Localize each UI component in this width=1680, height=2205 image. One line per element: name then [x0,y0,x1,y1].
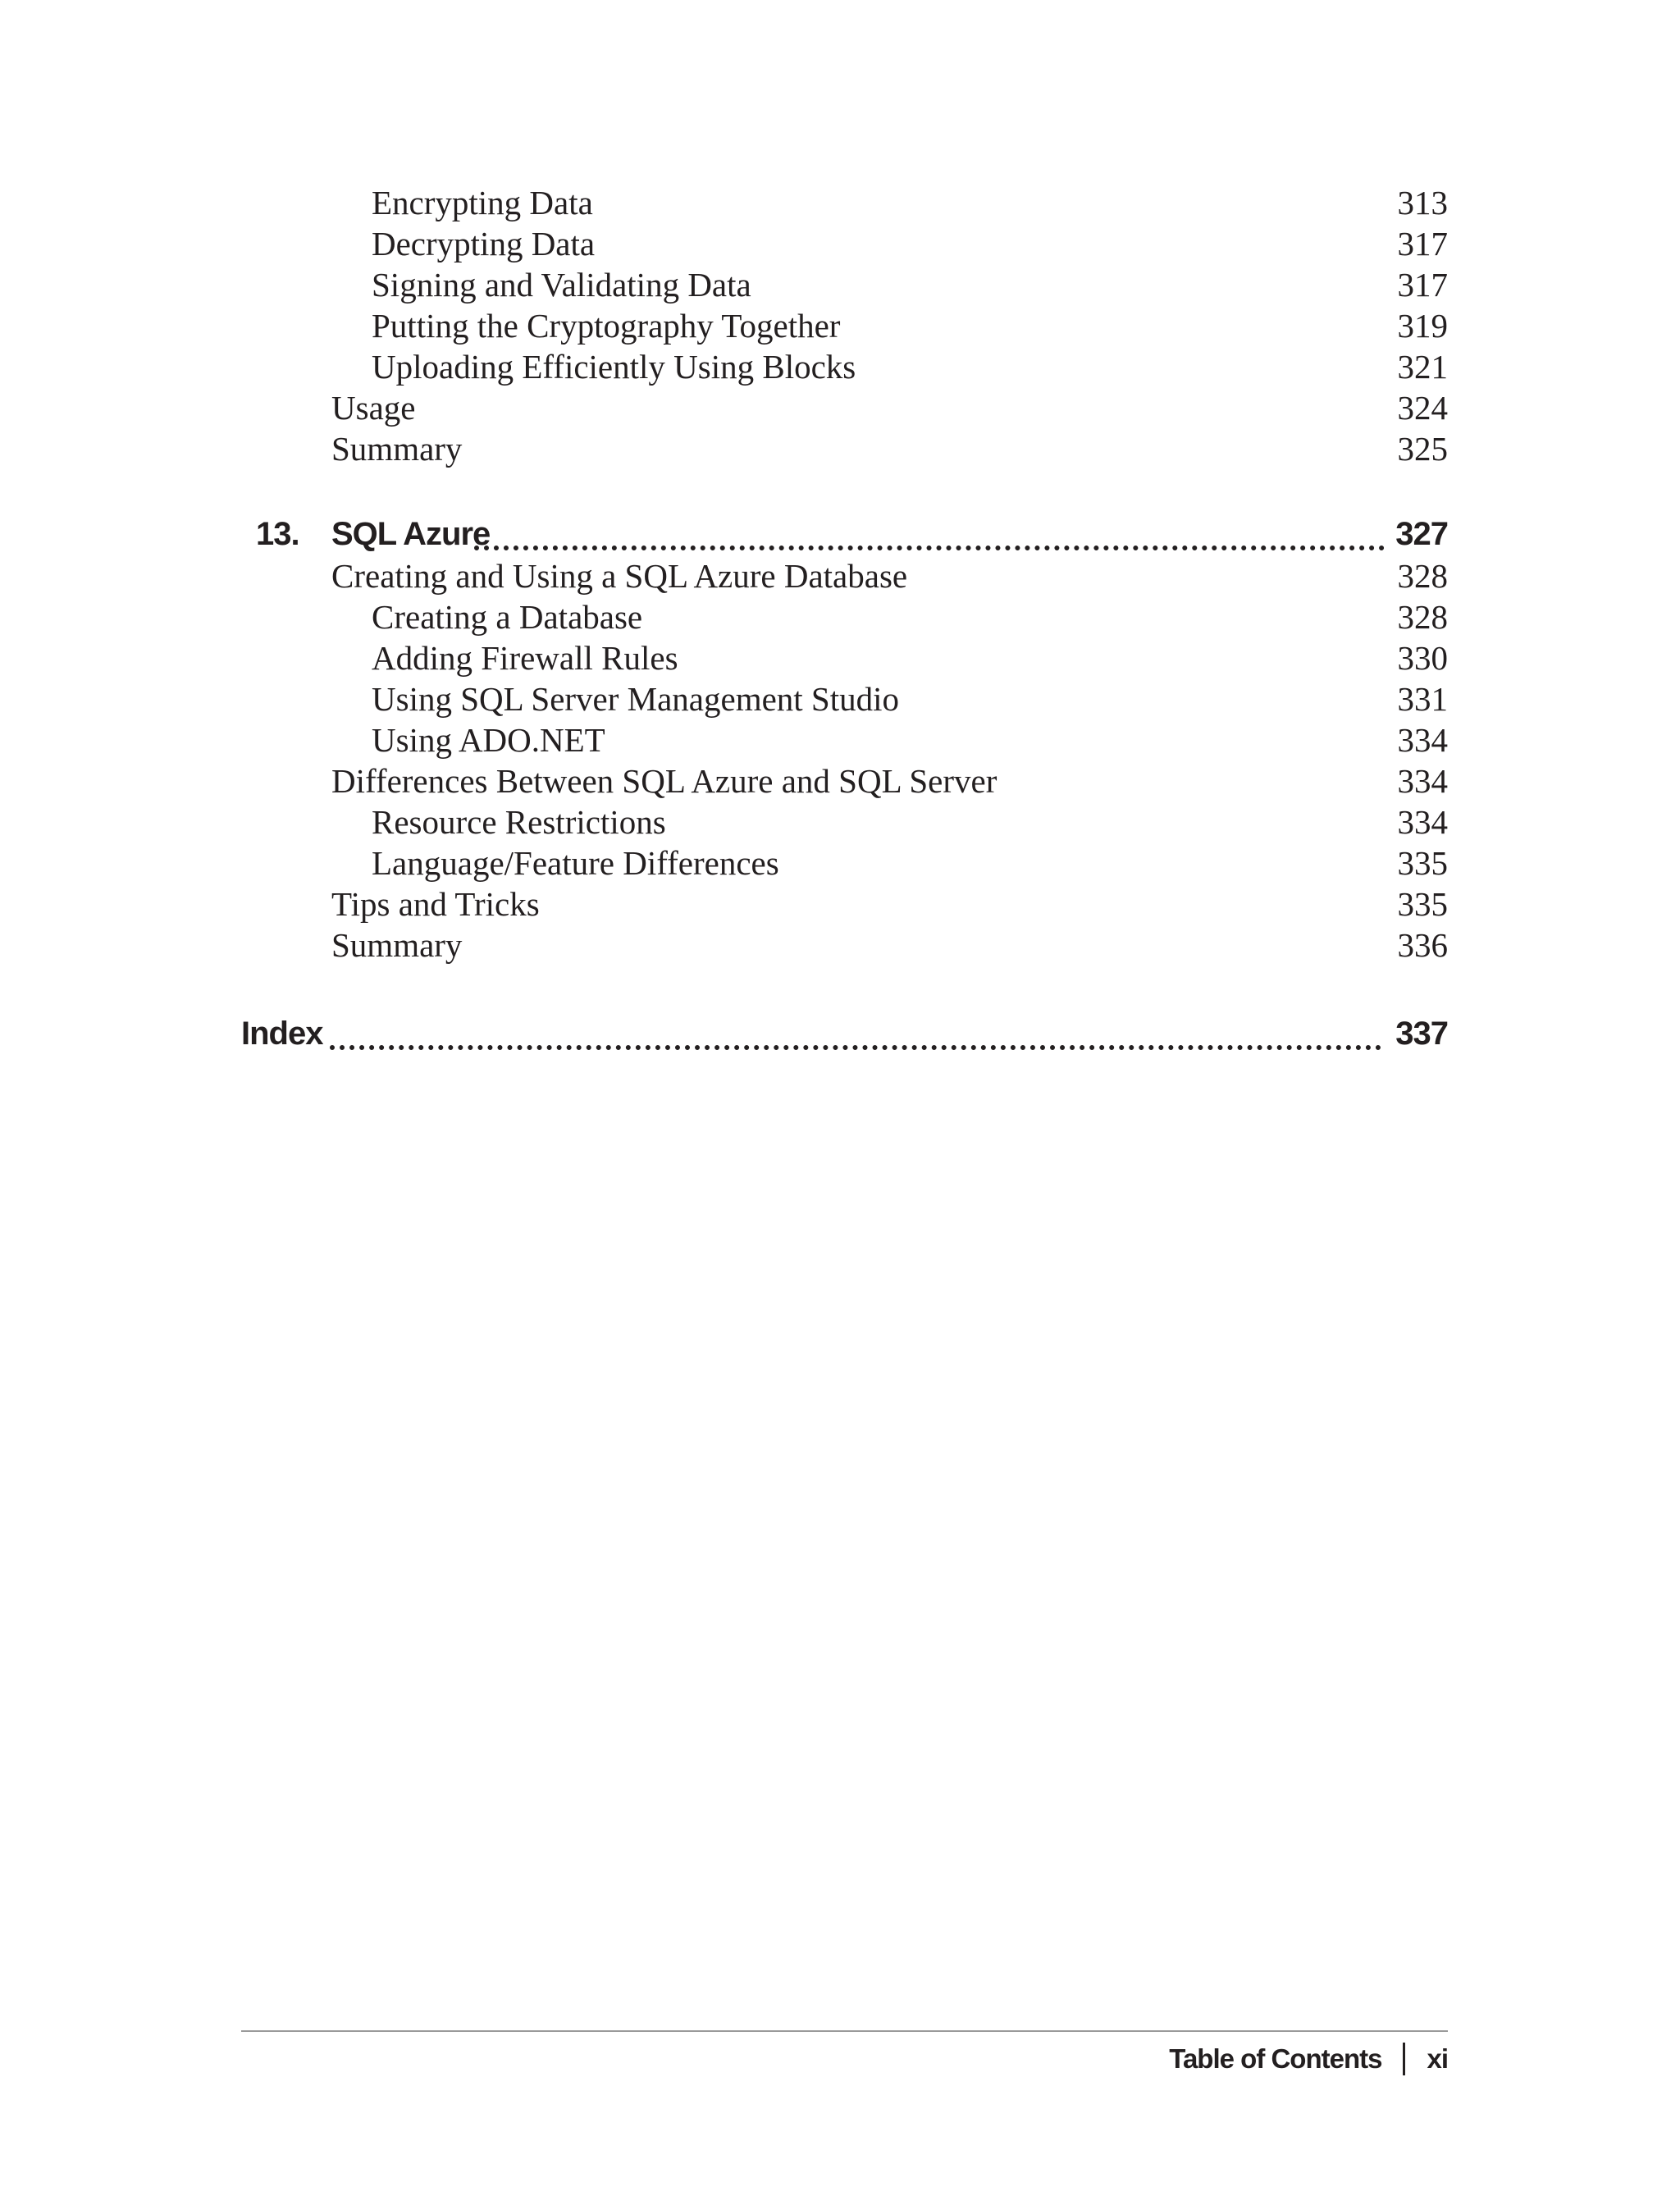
toc-entry-page: 334 [1397,762,1448,800]
toc-entry[interactable] [0,760,1680,801]
toc-entry-title: Uploading Efficiently Using Blocks [372,348,856,386]
toc-entry-title: Adding Firewall Rules [372,639,678,677]
toc-entry-page: 335 [1397,885,1448,923]
toc-entry-page: 334 [1397,803,1448,841]
toc-entry-title: Summary [331,430,463,468]
toc-entry-page: 321 [1397,348,1448,386]
toc-entry-page: 336 [1397,926,1448,964]
toc-entry-page: 328 [1397,598,1448,636]
toc-entry-title: Summary [331,926,463,964]
chapter-title: SQL Azure [331,516,491,552]
dot-leader [330,1039,1381,1050]
toc-entry-page: 328 [1397,557,1448,595]
toc-entry-page: 334 [1397,721,1448,759]
toc-entry-page: 319 [1397,307,1448,345]
toc-entry[interactable] [0,678,1680,719]
toc-entry[interactable] [0,637,1680,678]
toc-entry[interactable] [0,223,1680,264]
toc-entry[interactable] [0,428,1680,469]
toc-entry[interactable] [0,387,1680,428]
toc-entry[interactable] [0,719,1680,760]
footer-separator [1403,2043,1405,2075]
toc-entry[interactable] [0,842,1680,883]
toc-entry-title: Using SQL Server Management Studio [372,680,900,718]
dot-leader [474,539,1385,550]
toc-entry-page: 317 [1397,266,1448,304]
toc-entry-title: Using ADO.NET [372,721,605,759]
chapter-heading[interactable] [0,511,1680,557]
toc-entry[interactable] [0,305,1680,346]
toc-entry[interactable] [0,182,1680,223]
footer-rule [241,2030,1448,2032]
toc-entry[interactable] [0,801,1680,842]
toc-entry[interactable] [0,555,1680,596]
index-heading[interactable] [0,1011,1680,1057]
toc-entry-page: 331 [1397,680,1448,718]
toc-entry-page: 325 [1397,430,1448,468]
toc-entry-page: 313 [1397,184,1448,221]
index-title: Index [241,1016,323,1052]
toc-entry-title: Creating a Database [372,598,643,636]
toc-entry-title: Decrypting Data [372,225,596,262]
page-footer [1169,2041,1448,2077]
toc-entry[interactable] [0,596,1680,637]
toc-entry-page: 330 [1397,639,1448,677]
toc-entry-page: 317 [1397,225,1448,262]
toc-entry-title: Signing and Validating Data [372,266,751,304]
toc-entry[interactable] [0,264,1680,305]
footer-page-number: xi [1427,2043,1448,2074]
toc-entry-title: Encrypting Data [372,184,593,221]
toc-entry-title: Tips and Tricks [331,885,540,923]
chapter-number: 13. [256,516,299,552]
index-page: 337 [1395,1016,1448,1052]
footer-section-title: Table of Contents [1169,2043,1382,2074]
toc-entry[interactable] [0,924,1680,966]
toc-entry-page: 335 [1397,844,1448,882]
toc-entry-title: Language/Feature Differences [372,844,779,882]
toc-entry-title: Putting the Cryptography Together [372,307,841,345]
chapter-page: 327 [1395,516,1448,552]
toc-entry-title: Resource Restrictions [372,803,666,841]
toc-entry-page: 324 [1397,389,1448,427]
toc-entry-title: Creating and Using a SQL Azure Database [331,557,908,595]
toc-entry[interactable] [0,883,1680,924]
toc-entry[interactable] [0,346,1680,387]
toc-entry-title: Usage [331,389,416,427]
toc-entry-title: Differences Between SQL Azure and SQL Server [331,762,998,800]
